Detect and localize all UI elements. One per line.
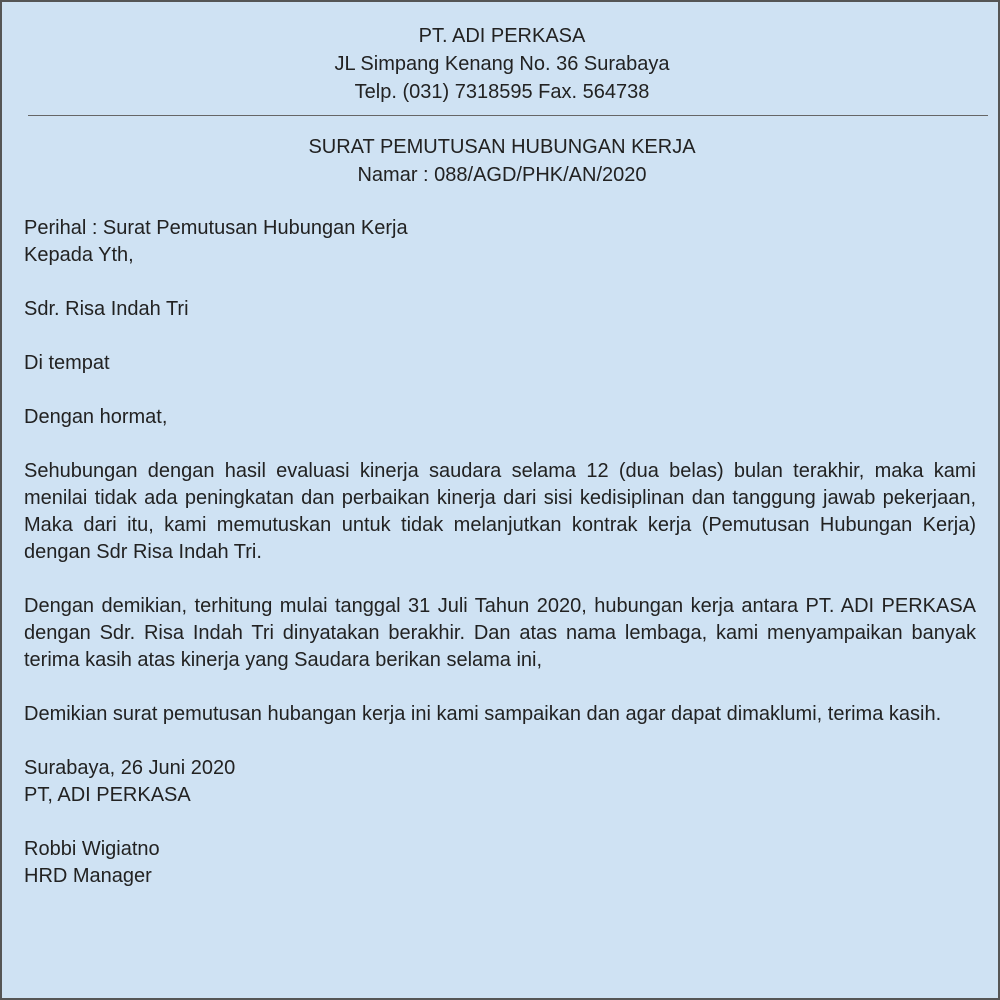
letter-number: Namar : 088/AGD/PHK/AN/2020 [357,164,647,186]
company-address: JL Simpang Kenang No. 36 Surabaya [334,53,670,75]
letter-subject: Perihal : Surat Pemutusan Hubungan Kerja [24,217,408,239]
letterhead [2,22,1000,106]
letter-title-block [2,133,1000,189]
company-name: PT. ADI PERKASA [418,25,586,47]
letter-paragraph-2: Dengan demikian, terhitung mulai tanggal 31 Juli Tahun 2020, hubungan kerja antara PT. ADI PERKASA dengan Sdr. Risa Indah Tri dinyatakan berakhir. Dan atas nama lembaga, kami menyampaikan banyak terima kasih atas kinerja yang Saudara berikan selama ini, [24,595,976,671]
signature-position: HRD Manager [24,865,152,887]
letter-paragraph-3: Demikian surat pemutusan hubangan kerja ini kami sampaikan dan agar dapat dimaklumi, terima kasih. [24,703,942,725]
letter-place: Di tempat [24,352,110,374]
signature-name: Robbi Wigiatno [24,838,160,860]
letter-to: Kepada Yth, [24,244,134,266]
signature-company: PT, ADI PERKASA [24,784,191,806]
letter-body [24,215,976,890]
letter-recipient: Sdr. Risa Indah Tri [24,298,189,320]
company-contact: Telp. (031) 7318595 Fax. 564738 [354,81,650,103]
signature-place-date: Surabaya, 26 Juni 2020 [24,757,236,779]
letter-heading: SURAT PEMUTUSAN HUBUNGAN KERJA [308,136,696,158]
letterhead-divider [28,115,988,116]
letter-paragraph-1: Sehubungan dengan hasil evaluasi kinerja saudara selama 12 (dua belas) bulan terakhir, maka kami menilai tidak ada peningkatan dan perbaikan kinerja dari sisi kedisiplinan dan tanggung jawab pekerjaan, Maka dari itu, kami memutuskan untuk tidak melanjutkan kontrak kerja (Pemutusan Hubungan Kerja) dengan Sdr Risa Indah Tri. [24,460,976,563]
letter-greeting: Dengan hormat, [24,406,168,428]
